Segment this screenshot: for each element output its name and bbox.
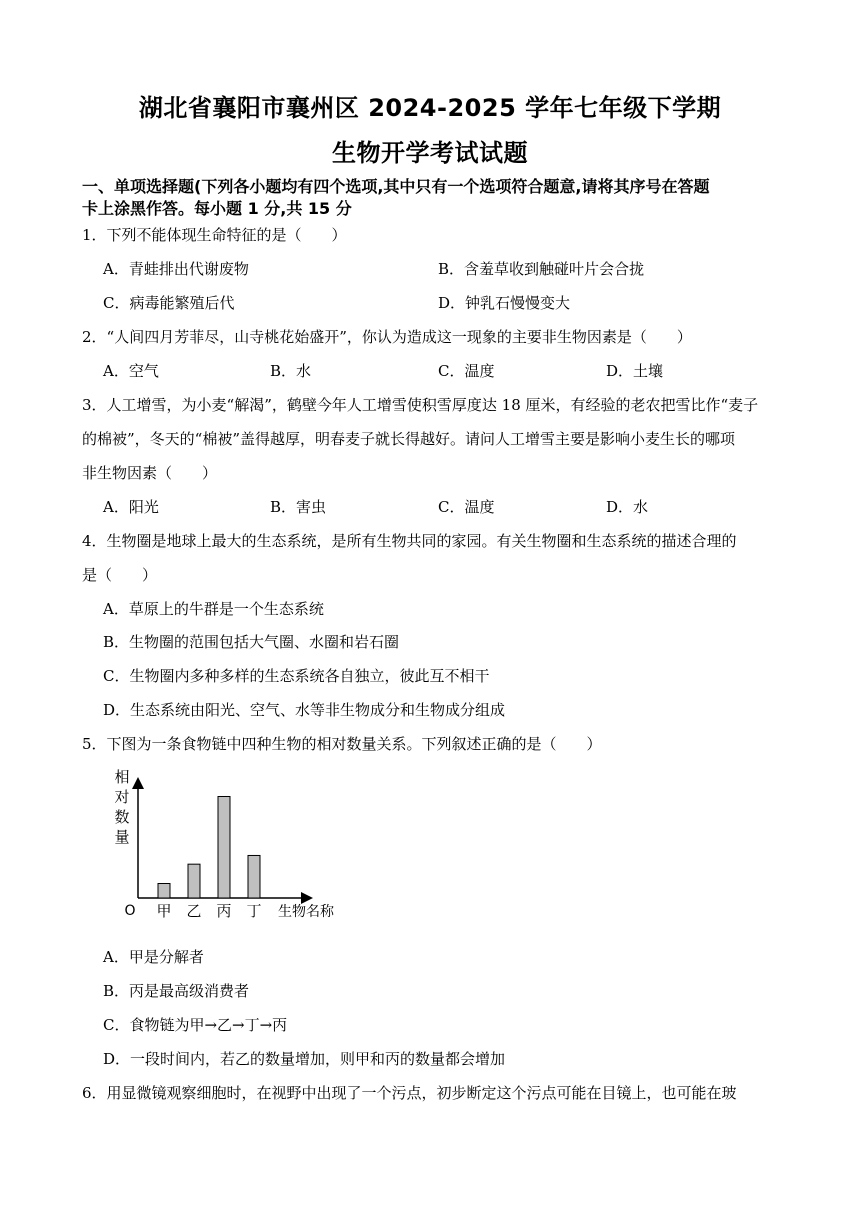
q4-option-d: D．生态系统由阳光、空气、水等非生物成分和生物成分组成 bbox=[103, 701, 506, 719]
y-axis-label-char: 对 bbox=[114, 788, 130, 806]
q4-option-b: B．生物圈的范围包括大气圈、水圈和岩石圈 bbox=[103, 633, 400, 651]
q5-option-c: C．食物链为甲→乙→丁→丙 bbox=[103, 1016, 288, 1034]
q4-option-c: C．生物圈内多种多样的生态系统各自独立，彼此互不相干 bbox=[103, 667, 490, 685]
q2-option-c: C．温度 bbox=[438, 362, 495, 380]
q2-stem: 2．“人间四月芳菲尽，山寺桃花始盛开”，你认为造成这一现象的主要非生物因素是（ ） bbox=[82, 328, 692, 346]
q2-option-a: A．空气 bbox=[103, 362, 159, 380]
q4-stem-line1: 4．生物圈是地球上最大的生态系统，是所有生物共同的家园。有关生物圈和生态系统的描述合理的 bbox=[82, 532, 737, 550]
section-heading-line2: 卡上涂黑作答。每小题 1 分,共 15 分 bbox=[82, 199, 352, 218]
q1-option-d: D．钟乳石慢慢变大 bbox=[438, 294, 571, 312]
q1-option-a: A．青蛙排出代谢废物 bbox=[103, 260, 249, 278]
q5-option-d: D．一段时间内，若乙的数量增加，则甲和丙的数量都会增加 bbox=[103, 1050, 506, 1068]
y-axis-label-char: 量 bbox=[114, 828, 130, 846]
q1-option-c: C．病毒能繁殖后代 bbox=[103, 294, 235, 312]
y-axis-label-char: 相 bbox=[114, 768, 130, 786]
q3-stem-line2: 的棉被”，冬天的“棉被”盖得越厚，明春麦子就长得越好。请问人工增雪主要是影响小麦生长的哪项 bbox=[82, 430, 736, 448]
q4-stem-line2: 是（ ） bbox=[82, 566, 158, 584]
q3-stem-line1: 3．人工增雪，为小麦“解渴”，鹤壁今年人工增雪使积雪厚度达 18 厘米，有经验的老农把雪比作“麦子 bbox=[82, 396, 759, 414]
page-title: 湖北省襄阳市襄州区 2024-2025 学年七年级下学期 bbox=[138, 94, 722, 122]
bar-4 bbox=[248, 855, 260, 898]
bar-1 bbox=[158, 884, 170, 899]
q5-bar-chart bbox=[110, 762, 350, 927]
y-axis-label-char: 数 bbox=[114, 808, 130, 826]
page-subtitle: 生物开学考试试题 bbox=[332, 139, 528, 167]
q2-option-b: B．水 bbox=[270, 362, 312, 380]
q3-option-b: B．害虫 bbox=[270, 498, 327, 516]
y-axis-label bbox=[114, 768, 129, 846]
x-tick-label: 甲 bbox=[156, 902, 172, 920]
q1-option-b: B．含羞草收到触碰叶片会合拢 bbox=[438, 260, 645, 278]
x-tick-label: 乙 bbox=[186, 902, 202, 920]
bars-group bbox=[158, 797, 260, 899]
origin-label: O bbox=[124, 903, 136, 919]
q1-stem: 1．下列不能体现生命特征的是（ ） bbox=[82, 226, 347, 244]
x-tick-label: 丙 bbox=[216, 902, 232, 920]
x-tick-label: 丁 bbox=[246, 902, 262, 920]
q3-stem-line3: 非生物因素（ ） bbox=[82, 464, 218, 482]
q3-option-c: C．温度 bbox=[438, 498, 495, 516]
section-heading bbox=[82, 176, 782, 220]
q5-stem: 5．下图为一条食物链中四种生物的相对数量关系。下列叙述正确的是（ ） bbox=[82, 735, 602, 753]
x-tick-labels bbox=[156, 902, 261, 920]
bar-chart-svg bbox=[110, 762, 350, 927]
bar-2 bbox=[188, 864, 200, 898]
q5-option-b: B．丙是最高级消费者 bbox=[103, 982, 250, 1000]
q5-option-a: A．甲是分解者 bbox=[103, 948, 204, 966]
q4-option-a: A．草原上的牛群是一个生态系统 bbox=[103, 600, 324, 618]
q6-stem: 6．用显微镜观察细胞时，在视野中出现了一个污点，初步断定这个污点可能在目镜上，也可能在玻 bbox=[82, 1084, 737, 1102]
section-heading-line1: 一、单项选择题(下列各小题均有四个选项,其中只有一个选项符合题意,请将其序号在答题 bbox=[82, 177, 710, 196]
q3-option-d: D．水 bbox=[606, 498, 649, 516]
x-axis-label: 生物名称 bbox=[278, 904, 334, 920]
bar-3 bbox=[218, 797, 230, 899]
q2-option-d: D．土壤 bbox=[606, 362, 664, 380]
q3-option-a: A．阳光 bbox=[103, 498, 159, 516]
